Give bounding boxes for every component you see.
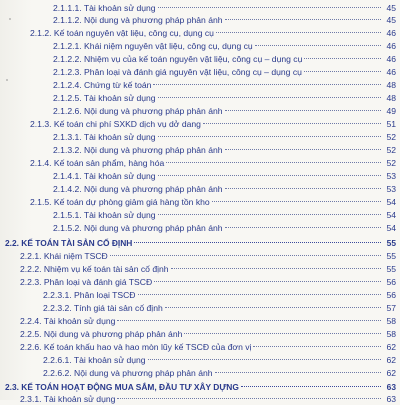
toc-entry-label: 2.1.5.1. Tài khoản sử dụng	[53, 210, 156, 220]
toc-entry-label: 2.1.4.2. Nội dung và phương pháp phản ánh	[53, 184, 223, 194]
toc-entry-label: 2.2.6.1. Tài khoản sử dụng	[43, 355, 146, 365]
toc-entry-label: 2.2.5. Nội dung và phương pháp phản ánh	[20, 329, 183, 339]
toc-entry-label: 2.2.3.1. Phân loại TSCĐ	[43, 290, 136, 300]
toc-entry-label: 2.1.3. Kế toán chi phí SXKD dịch vụ dở dang	[30, 119, 201, 129]
dot-leader	[215, 361, 381, 373]
dot-leader	[158, 164, 381, 176]
toc-entry[interactable]	[53, 219, 396, 233]
toc-entry-page: 45	[386, 15, 396, 25]
toc-entry-label: 2.2.2. Nhiệm vụ kế toán tài sản cố định	[20, 264, 169, 274]
dot-leader	[110, 244, 381, 256]
dot-leader	[225, 177, 381, 189]
toc-entry-page: 46	[386, 67, 396, 77]
dot-leader	[225, 8, 381, 20]
toc-entry-page: 48	[386, 80, 396, 90]
dot-leader	[212, 190, 381, 202]
dot-leader	[166, 151, 381, 163]
toc-entry-label: 2.1.1.2. Nội dung và phương pháp phản ánh	[53, 15, 223, 25]
dot-leader	[153, 73, 381, 85]
dot-leader	[203, 112, 381, 124]
toc-entry-page: 54	[386, 210, 396, 220]
toc-entry-label: 2.1.1.1. Tài khoản sử dụng	[53, 3, 156, 13]
toc-entry-page: 56	[386, 290, 396, 300]
toc-entry-page: 46	[386, 41, 396, 51]
dot-leader	[158, 125, 381, 137]
dot-leader	[158, 0, 381, 8]
toc-entry-page: 58	[386, 316, 396, 326]
toc-entry-page: 48	[386, 93, 396, 103]
toc-entry-label: 2.2.4. Tài khoản sử dụng	[20, 316, 116, 326]
paper-speck	[6, 79, 8, 81]
dot-leader	[304, 60, 381, 72]
dot-leader	[253, 335, 381, 347]
dot-leader	[117, 309, 381, 321]
toc-entry-page: 46	[386, 28, 396, 38]
toc-entry-label: 2.1.5. Kế toán dự phòng giảm giá hàng tồn kho	[30, 197, 210, 207]
toc-entry-page: 46	[386, 54, 396, 64]
dot-leader	[255, 34, 381, 46]
toc-entry-page: 49	[386, 106, 396, 116]
toc-entry-label: 2.1.5.2. Nội dung và phương pháp phản ánh	[53, 223, 223, 233]
dot-leader	[158, 86, 381, 98]
toc-entry-page: 53	[386, 171, 396, 181]
paper-speck	[9, 18, 11, 20]
toc-entry-page: 51	[386, 119, 396, 129]
toc-entry-label: 2.1.2.5. Tài khoản sử dụng	[53, 93, 156, 103]
toc-entry-label: 2.1.3.1. Tài khoản sử dụng	[53, 132, 156, 142]
toc-entry-label: 2.2.3. Phân loại và đánh giá TSCĐ	[20, 277, 153, 287]
dot-leader	[117, 387, 381, 399]
toc-entry-page: 56	[386, 277, 396, 287]
toc-entry-label: 2.1.4. Kế toán sản phẩm, hàng hóa	[30, 158, 165, 168]
toc-entry-page: 52	[386, 145, 396, 155]
toc-entry-label: 2.1.2.4. Chứng từ kế toán	[53, 80, 152, 90]
toc-entry-label: 2.2.6.2. Nội dung và phương pháp phản ánh	[43, 368, 213, 378]
dot-leader	[225, 138, 381, 150]
toc-entry-page: 58	[386, 329, 396, 339]
toc-entry-page: 54	[386, 223, 396, 233]
toc-entry-page: 55	[386, 251, 396, 261]
toc-entry-label: 2.1.2.3. Phân loại và đánh giá nguyên vật liệu, công cụ – dụng cụ	[53, 67, 302, 77]
toc-entry-page: 63	[386, 394, 396, 404]
toc-entry[interactable]	[43, 364, 396, 378]
dot-leader	[134, 231, 381, 243]
toc-entry-page: 63	[386, 382, 396, 392]
toc-entry-page: 45	[386, 3, 396, 13]
toc-entry-label: 2.2.1. Khái niệm TSCĐ	[20, 251, 108, 261]
toc-entry-page: 52	[386, 158, 396, 168]
dot-leader	[158, 203, 381, 215]
dot-leader	[225, 216, 381, 228]
toc-entry[interactable]	[20, 390, 396, 404]
toc-entry-page: 55	[386, 238, 396, 248]
dot-leader	[165, 296, 381, 308]
toc-entry-label: 2.2.6. Kế toán khấu hao và hao mòn lũy kế TSCĐ của đơn vị	[20, 342, 252, 352]
toc-entry-label: 2.2.3.2. Tính giá tài sản cố định	[43, 303, 163, 313]
dot-leader	[154, 270, 381, 282]
toc-entry-page: 62	[386, 342, 396, 352]
dot-leader	[184, 322, 381, 334]
toc-entry-page: 62	[386, 368, 396, 378]
toc-entry-label: 2.3.1. Tài khoản sử dụng	[20, 394, 116, 404]
dot-leader	[225, 99, 381, 111]
dot-leader	[171, 257, 381, 269]
dot-leader	[241, 375, 381, 387]
toc-entry-label: 2.1.4.1. Tài khoản sử dụng	[53, 171, 156, 181]
toc-entry-label: 2.2. KẾ TOÁN TÀI SẢN CỐ ĐỊNH	[5, 238, 133, 248]
dot-leader	[304, 47, 381, 59]
toc-entry-page: 55	[386, 264, 396, 274]
toc-entry-label: 2.1.2. Kế toán nguyên vật liệu, công cụ, dụng cụ	[30, 28, 214, 38]
dot-leader	[216, 21, 381, 33]
toc-entry-page: 52	[386, 132, 396, 142]
toc-entry-label: 2.1.2.2. Nhiệm vụ của kế toán nguyên vật liệu, công cụ – dụng cụ	[53, 54, 303, 64]
toc-entry-page: 57	[386, 303, 396, 313]
toc-entry-page: 54	[386, 197, 396, 207]
toc-entry-label: 2.1.2.1. Khái niệm nguyên vật liệu, công cụ, dụng cụ	[53, 41, 253, 51]
dot-leader	[148, 348, 381, 360]
toc-entry-label: 2.1.3.2. Nội dung và phương pháp phản ánh	[53, 145, 223, 155]
toc-entry-page: 53	[386, 184, 396, 194]
toc-entry-page: 62	[386, 355, 396, 365]
toc-entry-label: 2.1.2.6. Nội dung và phương pháp phản ánh	[53, 106, 223, 116]
dot-leader	[138, 283, 381, 295]
toc-entry-label: 2.3. KẾ TOÁN HOẠT ĐỘNG MUA SẮM, ĐẦU TƯ XÂY DỰNG	[5, 382, 239, 392]
